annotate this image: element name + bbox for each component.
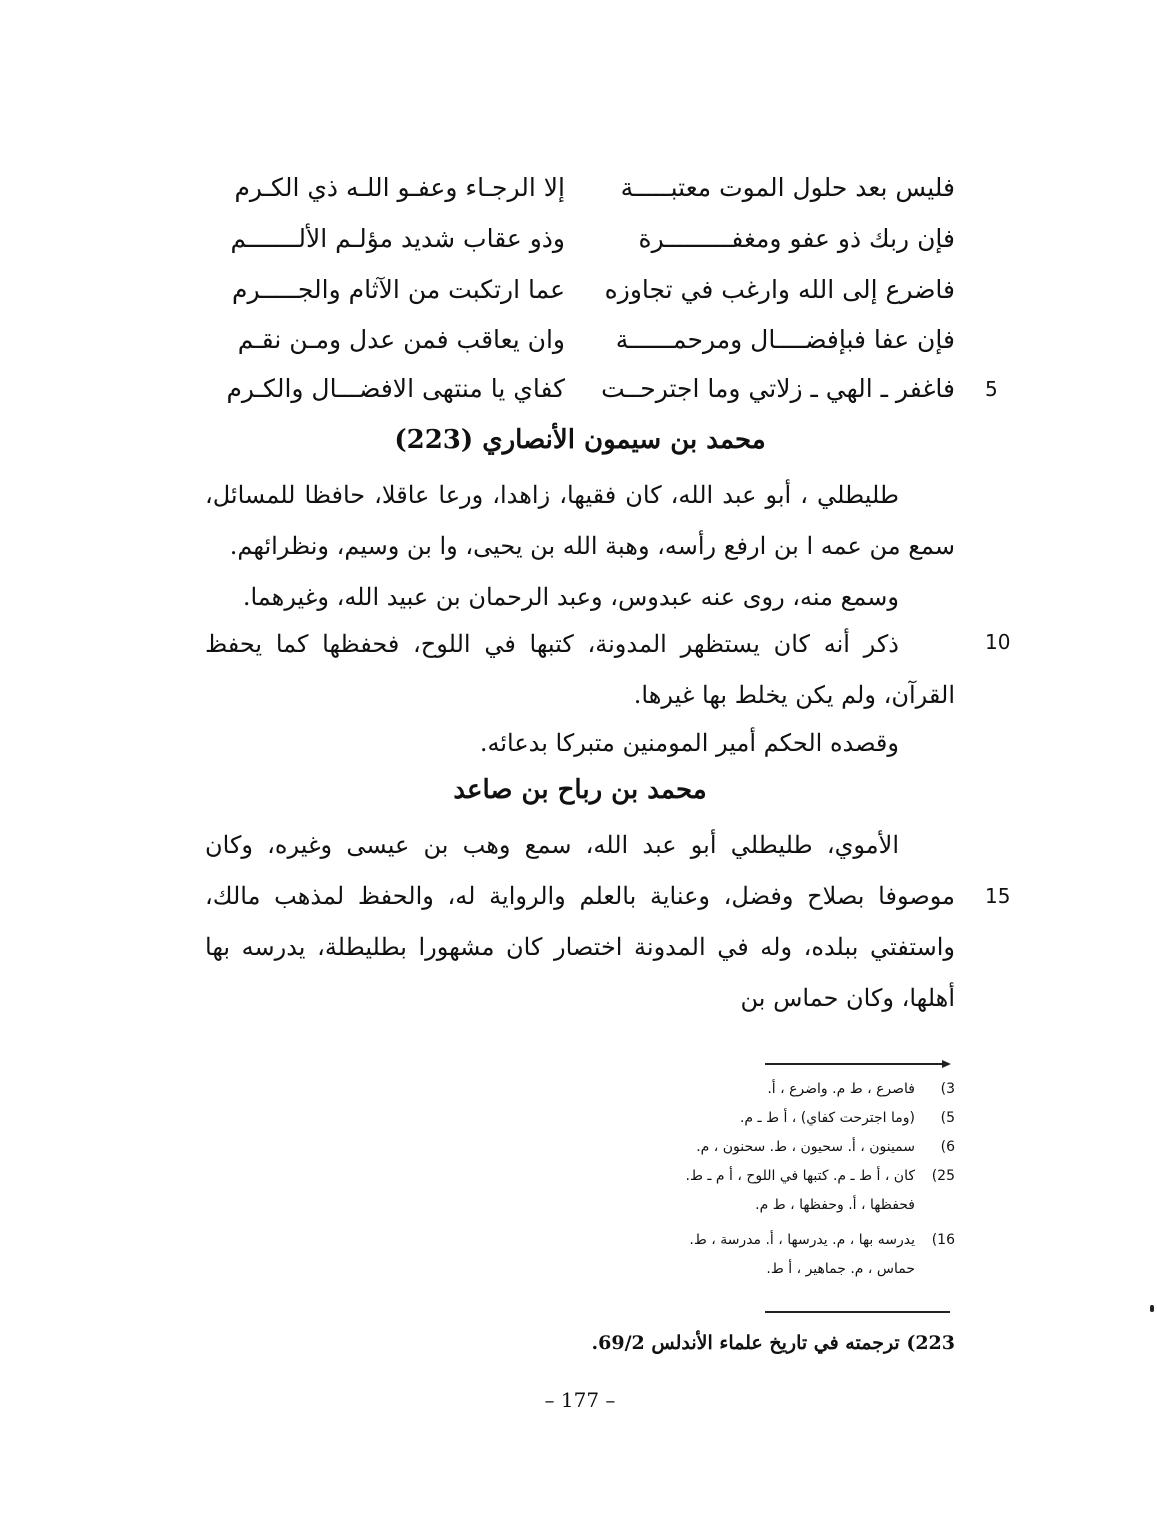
footnote-text: يدرسه بها ، م. يدرسها ، أ. مدرسة ، ط. [689, 1232, 915, 1248]
paragraph-text: الأموي، طليطلي أبو عبد الله، سمع وهب بن عيسى وغيره، وكان موصوفا بصلاح وفضل، وعناية بالعلم والرواية له، والحفظ لمذهب مالك، واستفتي ببلده، وله في المدونة اختصار كان مشهورا بطليطلة، يدرسه بها أهلها، وكان حماس بن [205, 831, 955, 1012]
margin-mark [1150, 1305, 1154, 1312]
verse-first-hemistich: فاغفر ـ الهي ـ زلاتي وما اجترحــت [601, 374, 955, 403]
entry-heading: محمد بن رباح بن صاعد [453, 775, 707, 805]
footnote-number: 5) [940, 1110, 955, 1126]
footnote [620, 1191, 955, 1220]
entry-paragraph [205, 470, 955, 572]
verse-line [205, 270, 955, 310]
verse-line [205, 320, 955, 360]
footnotes [620, 1075, 955, 1284]
footnote [620, 1133, 955, 1162]
line-number: 5 [985, 377, 998, 401]
verse-line [205, 168, 955, 208]
paragraph-text: وقصده الحكم أمير المومنين متبركا بدعائه. [479, 729, 899, 757]
paragraph-text: ذكر أنه كان يستظهر المدونة، كتبها في اللوح، فحفظها كما يحفظ القرآن، ولم يكن يخلط بها غيرها. [205, 630, 955, 709]
footnote [620, 1255, 955, 1284]
footnote-text: سمينون ، أ. سحيون ، ط. سحنون ، م. [696, 1139, 915, 1155]
paragraph-text: وسمع منه، روى عنه عبدوس، وعبد الرحمان بن عبيد الله، وغيرهما. [242, 583, 899, 611]
footnote [620, 1075, 955, 1104]
footnote-number: 16) [931, 1232, 955, 1248]
paragraph-text: طليطلي ، أبو عبد الله، كان فقيها، زاهدا، ورعا عاقلا، حافظا للمسائل، سمع من عمه ا بن ارفع رأسه، وهبة الله بن يحيى، وا بن وسيم، ونظرائهم. [205, 481, 955, 560]
entry-paragraph [205, 619, 955, 721]
footnote-number: 6) [940, 1139, 955, 1155]
verse-line [205, 219, 955, 259]
line-number: 15 [985, 884, 1011, 908]
footnote [620, 1226, 955, 1255]
entry-paragraph [205, 820, 955, 1024]
verse-line [205, 369, 955, 409]
line-number: 10 [985, 630, 1011, 654]
verse-first-hemistich: فإن ربك ذو عفو ومغفـــــــــرة [638, 224, 955, 253]
verse-second-hemistich: وذو عقاب شديد مؤلـم الألـــــــم [230, 224, 565, 253]
verse-first-hemistich: فاضرع إلى الله وارغب في تجاوزه [604, 275, 955, 304]
verse-second-hemistich: عما ارتكبت من الآثام والجـــــرم [232, 275, 565, 304]
entry-paragraph [205, 572, 955, 623]
verse-second-hemistich: وان يعاقب فمن عدل ومـن نقـم [237, 325, 565, 354]
verse-first-hemistich: فليس بعد حلول الموت معتبـــــة [620, 173, 955, 202]
verse-second-hemistich: كفاي يا منتهى الافضـــال والكـرم [226, 374, 565, 403]
footnote-text: فاصرع ، ط م. واضرع ، أ. [767, 1081, 915, 1097]
entry-paragraph [205, 718, 955, 769]
page-number: – 177 – [544, 1388, 616, 1412]
footnote-text: كان ، أ ط ـ م. كتبها في اللوح ، أ م ـ ط. [685, 1168, 915, 1184]
source-separator [765, 1311, 950, 1313]
footnote-text: فحفظها ، أ. وحفظها ، ط م. [755, 1197, 915, 1213]
footnote [620, 1162, 955, 1191]
footnote [620, 1104, 955, 1133]
verse-second-hemistich: إلا الرجـاء وعفـو اللـه ذي الكـرم [234, 173, 565, 202]
footnote-separator [765, 1063, 945, 1065]
verse-first-hemistich: فإن عفا فبإفضــــال ومرحمــــــة [615, 325, 955, 354]
footnote-text: (وما اجترحت كفاي) ، أ ط ـ م. [739, 1110, 915, 1126]
footnote-number: 3) [940, 1081, 955, 1097]
entry-heading: محمد بن سيمون الأنصاري (223) [394, 425, 766, 455]
source-note: 223) ترجمته في تاريخ علماء الأندلس 69/2. [591, 1332, 955, 1354]
footnote-number: 25) [931, 1168, 955, 1184]
footnote-text: حماس ، م. جماهير ، أ ط. [766, 1261, 915, 1277]
